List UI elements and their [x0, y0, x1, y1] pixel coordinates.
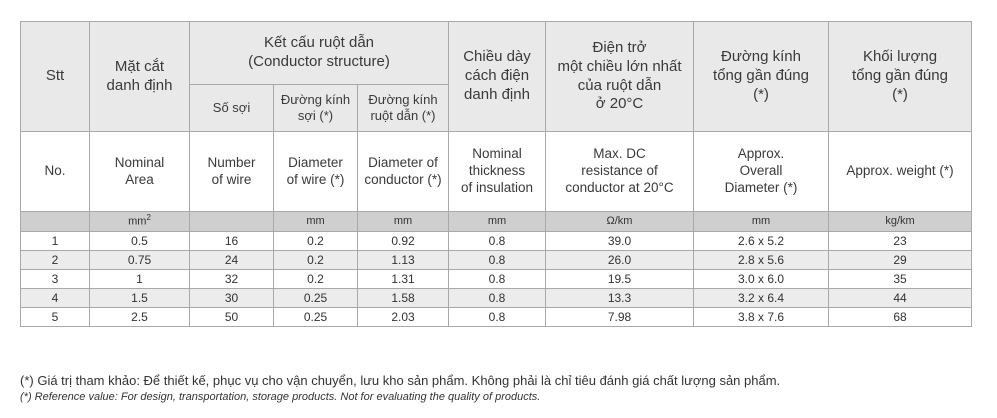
cell-num-wire: 30 [190, 289, 274, 308]
header-stt: Stt [21, 22, 90, 132]
cell-weight: 35 [829, 270, 972, 289]
table-row [21, 270, 972, 289]
header-no-en: No. [21, 132, 90, 212]
unit-resistance: Ω/km [546, 212, 694, 232]
header-dia-wire-vi: Đường kính sợi (*) [274, 85, 358, 132]
cell-stt: 2 [21, 251, 90, 270]
cell-overall-dia: 3.8 x 7.6 [694, 308, 829, 327]
table-row [21, 232, 972, 251]
units-row [21, 212, 972, 232]
cell-num-wire: 24 [190, 251, 274, 270]
cell-insulation: 0.8 [449, 251, 546, 270]
cell-insulation: 0.8 [449, 232, 546, 251]
table-row [21, 308, 972, 327]
footnote-vi: (*) Giá trị tham khảo: Để thiết kế, phục vụ cho vận chuyển, lưu kho sản phẩm. Không phải là chỉ tiêu đánh giá chất lượng sản phẩm. [20, 373, 781, 388]
cell-area: 1.5 [90, 289, 190, 308]
cell-resistance: 13.3 [546, 289, 694, 308]
cell-dia-conductor: 2.03 [358, 308, 449, 327]
cell-area: 0.5 [90, 232, 190, 251]
cell-dia-conductor: 0.92 [358, 232, 449, 251]
header-insulation-vi: Chiều dày cách điện danh định [449, 22, 546, 132]
cell-weight: 68 [829, 308, 972, 327]
cell-stt: 1 [21, 232, 90, 251]
header-weight-en: Approx. weight (*) [829, 132, 972, 212]
cell-resistance: 26.0 [546, 251, 694, 270]
cell-dia-conductor: 1.13 [358, 251, 449, 270]
header-overall-dia-vi: Đường kính tổng gần đúng (*) [694, 22, 829, 132]
cell-num-wire: 32 [190, 270, 274, 289]
header-area-vi: Mặt cắt danh định [90, 22, 190, 132]
cell-dia-conductor: 1.58 [358, 289, 449, 308]
cell-dia-wire: 0.25 [274, 308, 358, 327]
header-weight-vi: Khối lượng tổng gần đúng (*) [829, 22, 972, 132]
cell-resistance: 19.5 [546, 270, 694, 289]
cell-dia-wire: 0.25 [274, 289, 358, 308]
cell-num-wire: 16 [190, 232, 274, 251]
cell-insulation: 0.8 [449, 289, 546, 308]
unit-area: $mm^2$ [90, 212, 190, 232]
unit-overall-dia: mm [694, 212, 829, 232]
unit-dia-wire: mm [274, 212, 358, 232]
cell-insulation: 0.8 [449, 270, 546, 289]
spec-table-container [20, 21, 971, 327]
cell-overall-dia: 2.8 x 5.6 [694, 251, 829, 270]
cell-weight: 29 [829, 251, 972, 270]
header-dia-conductor-vi: Đường kính ruột dẫn (*) [358, 85, 449, 132]
unit-stt [21, 212, 90, 232]
header-overall-dia-en: Approx. Overall Diameter (*) [694, 132, 829, 212]
cell-num-wire: 50 [190, 308, 274, 327]
cable-spec-table [20, 21, 972, 327]
header-dia-wire-en: Diameter of wire (*) [274, 132, 358, 212]
cell-resistance: 7.98 [546, 308, 694, 327]
table-row [21, 289, 972, 308]
unit-num-wire [190, 212, 274, 232]
header-vi-row-1 [21, 22, 972, 85]
footnotes [20, 373, 980, 403]
footnote-en: (*) Reference value: For design, transportation, storage products. Not for evaluating the quality of products. [20, 391, 541, 403]
cell-weight: 44 [829, 289, 972, 308]
cell-weight: 23 [829, 232, 972, 251]
header-insulation-en: Nominal thickness of insulation [449, 132, 546, 212]
cell-dia-wire: 0.2 [274, 251, 358, 270]
header-structure-vi: Kết cấu ruột dẫn (Conductor structure) [190, 22, 449, 85]
cell-area: 0.75 [90, 251, 190, 270]
cell-stt: 4 [21, 289, 90, 308]
table-row [21, 251, 972, 270]
cell-dia-wire: 0.2 [274, 270, 358, 289]
unit-weight: kg/km [829, 212, 972, 232]
header-dia-conductor-en: Diameter of conductor (*) [358, 132, 449, 212]
cell-stt: 3 [21, 270, 90, 289]
cell-resistance: 39.0 [546, 232, 694, 251]
cell-dia-conductor: 1.31 [358, 270, 449, 289]
cell-overall-dia: 3.0 x 6.0 [694, 270, 829, 289]
header-en-row [21, 132, 972, 212]
header-resistance-en: Max. DC resistance of conductor at 20°C [546, 132, 694, 212]
header-area-en: Nominal Area [90, 132, 190, 212]
cell-area: 2.5 [90, 308, 190, 327]
header-num-wire-en: Number of wire [190, 132, 274, 212]
header-num-wire-vi: Số sợi [190, 85, 274, 132]
cell-stt: 5 [21, 308, 90, 327]
cell-overall-dia: 2.6 x 5.2 [694, 232, 829, 251]
unit-insulation: mm [449, 212, 546, 232]
cell-area: 1 [90, 270, 190, 289]
cell-insulation: 0.8 [449, 308, 546, 327]
header-resistance-vi: Điện trở một chiều lớn nhất của ruột dẫn ở 20°C [546, 22, 694, 132]
cell-dia-wire: 0.2 [274, 232, 358, 251]
unit-dia-conductor: mm [358, 212, 449, 232]
cell-overall-dia: 3.2 x 6.4 [694, 289, 829, 308]
